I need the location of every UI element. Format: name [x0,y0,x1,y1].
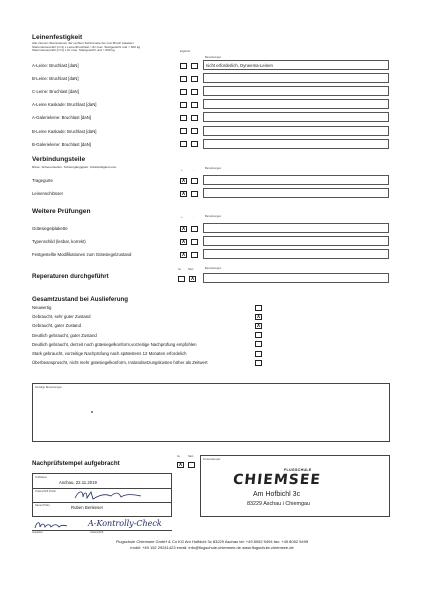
leinen-checkbox-1[interactable] [180,89,187,95]
stamp-flugschule: FLUGSCHULE [284,468,312,472]
leinen-checkbox-1[interactable] [180,102,187,108]
col-ergebnis: Ergebnis [180,50,191,53]
leinen-row-label: A-Leine Kaskade: Bruchlast [daN] [32,102,97,108]
leinen-title: Leinenfestigkeit [32,34,83,41]
gesamt-row-label: Stark gebraucht, vorzeitige Nachprüfung nach spätestens 12 Monaten erfordelich [32,351,187,356]
minus-checkbox[interactable] [191,252,198,258]
verbindung-remarks-field[interactable] [203,175,389,185]
leinen-checkbox-2[interactable] [191,89,198,95]
reparaturen-nein-checkbox[interactable]: X [190,276,195,282]
gesamt-row-label: Gebraucht, guter Zustand [32,323,81,329]
gesamt-row-label: Neuwertig [32,305,52,310]
minus-checkbox[interactable] [191,226,198,232]
pruefungen-remarks-field[interactable] [203,223,389,233]
gesamt-row-label: Deutlich gebraucht, guter Zustand [32,332,97,338]
leinen-checkbox-2[interactable] [191,76,198,82]
gesamt-row-label: Deutlich gebraucht, derzeit noch gütesiegelkonform,vorzeitige Nachprüfung empfohlen [32,341,197,347]
footer-line-1: Flugschule Chiemsee GmbH & Co KG Am Hofbichl 3c 83229 Aschau tel: +49 8052 9494 fax: +49 8052 9495 [115,539,309,544]
reparaturen-title: Reperaturen durchgeführt [32,273,109,280]
col-nein: Nein [188,455,194,458]
gesamt-row-label: Überbeanspruscht, nicht mehr gütesiegelkonform, Instandsetzungskosten höher als Zeitwert [32,360,208,366]
leinen-checkbox-2[interactable] [191,63,198,69]
handwritten-note: A-Kontrolly-Check [88,519,162,528]
reparaturen-remarks-field[interactable] [203,273,389,283]
gesamt-checkbox[interactable]: X [256,313,261,320]
firmenstempel-label: Firmenstempel [203,457,221,461]
ink-dot [91,411,93,413]
col-ja: Ja [177,455,180,458]
col-ja: Ja [178,268,181,271]
stempel-nein-checkbox[interactable] [188,462,195,468]
leinen-remarks-field[interactable] [203,86,389,96]
leinen-checkbox-2[interactable] [191,102,198,108]
col-bemerkungen: Bemerkungen [205,215,222,218]
firmenstempel-box [200,455,390,517]
gesamt-checkbox[interactable] [255,351,262,357]
col-plus: + [181,216,183,219]
stamp-address-2: 83229 Aschau i Chiemgau [247,501,310,507]
col-minus: - [193,169,194,172]
leinen-checkbox-1[interactable] [180,63,187,69]
leinen-row-label: C-Leine: Bruchlast [daN] [32,89,79,95]
plus-checkbox[interactable]: X [181,251,186,258]
pruefungen-row-label: Gütesiegelplakette [32,226,68,231]
leinen-checkbox-2[interactable] [191,115,198,121]
pruefer-fields-box [32,473,172,517]
col-nein: Nein [188,268,194,271]
unterschrift-label: Unterschrift Prüfer [35,489,57,493]
leinen-checkbox-2[interactable] [191,141,198,147]
pruefungen-title: Weitere Prüfungen [32,208,91,215]
leinen-row-label: B-Galerieleine: Bruchlast [daN] [32,141,91,147]
gesamt-checkbox[interactable] [255,305,262,311]
stamp-address-1: Am Hofbichl 3c [253,491,301,498]
gesamt-checkbox[interactable] [255,332,262,338]
sonstige-remarks-box[interactable] [32,383,390,442]
leinen-remarks-field[interactable] [203,139,389,149]
gesamt-checkbox[interactable] [255,341,262,347]
leinen-remarks-field[interactable] [203,126,389,136]
pruefungen-row-label: Typenschild (lesbar, korrekt) [32,239,86,245]
leinen-remarks-field[interactable] [203,73,389,83]
verbindung-row-label: Tragegurte [32,178,53,183]
verbindung-remarks-field[interactable] [203,188,389,198]
plus-checkbox[interactable]: X [181,190,186,197]
reparaturen-ja-checkbox[interactable] [178,276,185,282]
stempel-ja-checkbox[interactable]: X [178,462,183,468]
minus-checkbox[interactable] [191,239,198,245]
leinen-remarks-field[interactable] [203,112,389,122]
leinen-checkbox-1[interactable] [180,76,187,82]
stempel-title: Nachprüfstempel aufgebracht [32,460,120,467]
leinen-row-label: B-Leine Kaskade: Bruchlast [daN] [32,128,97,134]
col-minus: - [193,216,194,219]
pruefungen-remarks-field[interactable] [203,249,389,259]
leinen-checkbox-1[interactable] [180,115,187,121]
leinen-checkbox-1[interactable] [180,141,187,147]
leinen-row-label: A-Galerieleine: Bruchlast [daN] [32,115,91,121]
col-bemerkungen: Bemerkungen [205,267,222,270]
leinen-checkbox-2[interactable] [191,128,198,134]
ort-label: Ort/Datum [35,475,47,479]
name-label: Name Prüfer [35,503,50,507]
minus-checkbox[interactable] [191,191,198,197]
pruefungen-row-label: Festgestellte Modifikationen zum Gütesiegelzustand [32,252,132,258]
pruefungen-remarks-field[interactable] [203,236,389,246]
inspektor-label: Inspektor [32,531,43,534]
name-value[interactable]: Ruben Benkeser [71,505,104,510]
verbindung-row-label: Leinenschlösser [32,191,64,196]
leinen-remarks-field[interactable] [203,60,389,70]
plus-checkbox[interactable]: X [181,177,186,184]
plus-checkbox[interactable]: X [181,238,186,245]
leinen-remarks-field[interactable] [203,99,389,109]
sonstige-label: Sonstige Bemerkungen [35,386,62,389]
leinen-row-label: A-Leine: Bruchlast [daN] [32,63,79,68]
gesamt-checkbox[interactable] [255,360,262,366]
col-bemerkungen: Bemerkungen [205,56,222,59]
stamp-logo: CHIEMSEE [232,472,322,488]
minus-checkbox[interactable] [191,178,198,184]
leinen-remark-text: nicht erforderlich, Dyneema-Leinen [206,62,273,68]
gesamt-checkbox[interactable]: X [256,322,261,329]
unterschrift-bottom-label: Unterschrift [90,531,104,534]
gesamt-row-label: Gebraucht, sehr guter Zustand [32,314,91,320]
leinen-desc-1: Alle inneren Stammleinen der rechten Schirmseite bis zum Bruch belasten [32,41,134,45]
plus-checkbox[interactable]: X [181,225,186,232]
ort-value[interactable]: Aschau, 22.11.2019 [59,480,97,485]
leinen-desc-3: Stammleinenzahl (n=3) x 6x max. Startgewicht und > 600 kg [32,48,115,52]
gesamt-title: Gesamtzustand bei Auslieferung [32,296,129,303]
footer-line-2: mobil: +49 152 29241423 email: info@flugschule-chiemsee.de www.flugschule-chiemsee.de [130,545,294,550]
leinen-checkbox-1[interactable] [180,128,187,134]
leinen-row-label: B-Leine: Bruchlast [daN] [32,76,79,82]
verbindung-title: Verbindungsteile [32,156,86,163]
verbindung-desc: Risse, Scheuerstellen, Schwergängigkeit, Vollständigkeit usw. [32,165,117,169]
col-bemerkungen: Bemerkungen [205,167,222,170]
col-plus: + [181,169,183,172]
leinen-desc-2: Stammleinenzahl (n=4) x Leinenbruchlast > 8x max. Startgewicht und > 600 kg [32,44,141,49]
signature-icon [71,488,151,502]
